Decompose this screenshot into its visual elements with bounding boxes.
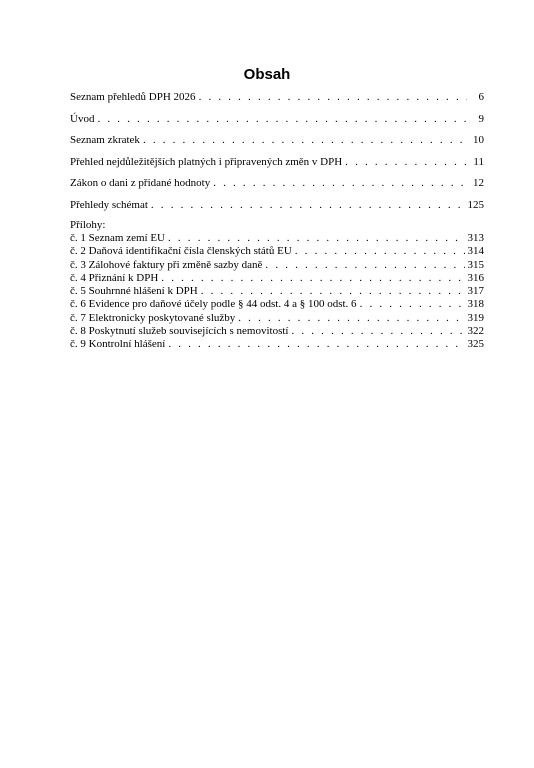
toc-entry-label: Přehled nejdůležitějších platných i připravených změn v DPH [70,155,343,168]
appendix-entry-page: 325 [467,338,484,351]
toc-entry-page: 125 [467,198,484,211]
toc-entry-label: Úvod [70,112,95,125]
appendix-entry-label: č. 2 Daňová identifikační čísla členských států EU [70,245,292,258]
appendix-entry-page: 318 [467,298,484,311]
toc-entry-label: Seznam zkratek [70,134,140,146]
dot-leader [345,156,467,169]
appendix-entry-label: č. 1 Seznam zemí EU [70,232,165,244]
toc-entry[interactable] [70,91,484,104]
appendix-entry[interactable] [70,232,484,245]
appendix-entry-page: 313 [467,232,484,244]
appendix-entry-page: 322 [467,325,484,338]
appendix-entry[interactable] [70,298,484,311]
toc-main-section [70,91,484,212]
dot-leader [295,245,465,258]
dot-leader [97,113,467,126]
toc-entry[interactable] [70,113,484,126]
dot-leader [151,199,465,212]
toc-entry-page: 11 [473,155,484,168]
appendix-entry[interactable] [70,272,484,285]
appendix-entry[interactable] [70,312,484,325]
appendix-entry[interactable] [70,259,484,272]
dot-leader [265,259,464,272]
toc-appendix-section [70,232,484,352]
table-of-contents [70,91,484,352]
toc-entry[interactable] [70,177,484,190]
appendix-entry-label: č. 3 Zálohové faktury při změně sazby daně [70,258,263,271]
appendix-entry-label: č. 8 Poskytnutí služeb souvisejících s nemovitostí [70,325,289,338]
toc-entry-page: 10 [473,134,484,146]
appendix-entry-label: č. 9 Kontrolní hlášení [70,338,166,351]
toc-entry-label: Zákon o dani z přidané hodnoty [70,177,211,189]
appendix-entry-page: 317 [467,285,484,298]
page-title: Obsah [243,66,291,83]
dot-leader [199,91,467,104]
toc-entry-label: Přehledy schémat [70,198,148,211]
dot-leader [168,232,465,245]
dot-leader [213,177,467,190]
toc-entry-page: 9 [478,112,484,125]
toc-entry-page: 6 [478,91,484,103]
appendix-heading: Přílohy: [70,219,106,231]
appendix-entry-page: 314 [467,245,484,258]
dot-leader [168,338,464,351]
appendix-entry-label: č. 7 Elektronicky poskytované služby [70,311,236,324]
appendix-entry-page: 319 [467,311,484,324]
toc-entry[interactable] [70,156,484,169]
toc-entry[interactable] [70,134,484,147]
toc-entry-page: 12 [473,177,484,189]
dot-leader [143,134,467,147]
dot-leader [360,298,465,311]
toc-entry-label: Seznam přehledů DPH 2026 [70,91,196,103]
appendix-entry[interactable] [70,338,484,351]
toc-entry[interactable] [70,199,484,212]
dot-leader [201,285,465,298]
dot-leader [238,312,464,325]
dot-leader [161,272,464,285]
appendix-entry-label: č. 5 Souhrnné hlášení k DPH [70,285,198,298]
appendix-entry-page: 316 [467,271,484,284]
appendix-entry-label: č. 4 Přiznání k DPH [70,271,159,284]
appendix-entry-label: č. 6 Evidence pro daňové účely podle § 44 odst. 4 a § 100 odst. 6 [70,298,357,311]
dot-leader [291,325,464,338]
appendix-entry[interactable] [70,285,484,298]
appendix-entry[interactable] [70,325,484,338]
appendix-entry-page: 315 [467,258,484,271]
appendix-entry[interactable] [70,245,484,258]
